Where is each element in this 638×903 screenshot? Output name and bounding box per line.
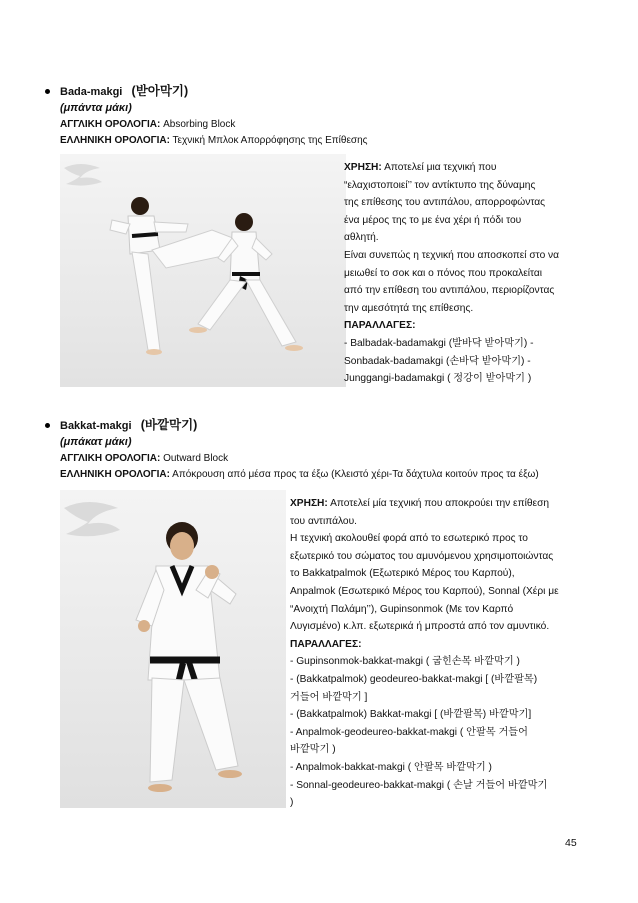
usage-line: από την επίθεση του αντιπάλου, περιορίζοντας (344, 285, 555, 297)
greek-terminology-value: Απόκρουση από μέσα προς τα έξω (Κλειστό χέρι-Τα δάχτυλα κοιτούν προς τα έξω) (169, 469, 539, 480)
variations-label (344, 317, 559, 335)
usage-description (344, 159, 559, 388)
english-terminology (60, 451, 228, 467)
bullet-point (45, 423, 50, 428)
usage-label: ΧΡΗΣΗ: (344, 162, 382, 173)
technique-title (60, 417, 197, 436)
variation-line: - Sonnal-geodeureo-bakkat-makgi ( 손날 거들어 바깥막기 (290, 779, 548, 791)
usage-text: Αποτελεί μία τεχνική που αποκρούει την επίθεση (327, 498, 550, 509)
english-terminology-value: Absorbing Block (160, 119, 236, 130)
usage-line: μειωθεί το σοκ και ο πόνος που προκαλείται (344, 267, 543, 279)
variation-line: 바깥막기 ) (290, 744, 336, 756)
variation-line: Sonbadak-badamakgi (손바닥 받아막기) - (344, 355, 531, 367)
variation-line: - Anpalmok-bakkat-makgi ( 안팔목 바깥막기 ) (290, 761, 492, 773)
usage-line: Η τεχνική ακολουθεί φορά από το εσωτερικό προς το (290, 533, 528, 545)
technique-photo-bakkat-makgi (60, 490, 286, 808)
bullet-point (45, 89, 50, 94)
variation-line: - Anpalmok-geodeureo-bakkat-makgi ( 안팔목 거들어 (290, 726, 528, 738)
greek-terminology (60, 133, 367, 149)
technique-korean-name: (받아막기) (131, 84, 189, 98)
variation-line: - Balbadak-badamakgi (발바닥 받아막기) - (344, 337, 534, 349)
variation-line: - Gupinsonmok-bakkat-makgi ( 굽힌손목 바깥막기 ) (290, 656, 520, 668)
usage-line: του αντιπάλου. (290, 515, 357, 527)
usage-line: Anpalmok (Εσωτερικό Μέρος του Καρπού), Sonnal (Χέρι με (290, 585, 559, 597)
usage-line: την αμεσότητά της επίθεσης. (344, 302, 474, 314)
variation-line: - (Bakkatpalmok) Bakkat-makgi [ (바깥팔목) 바깥막기] (290, 709, 532, 721)
variations-label-text: ΠΑΡΑΛΛΑΓΕΣ: (344, 320, 416, 332)
english-terminology-value: Outward Block (160, 453, 229, 464)
technique-transliteration: (μπάντα μάκι) (60, 102, 132, 114)
usage-line: εξωτερικό του σώματος του αμυνόμενου χρησιμοποιώντας (290, 550, 554, 562)
greek-terminology-value: Τεχνική Μπλοκ Απορρόφησης της Επίθεσης (169, 135, 368, 146)
english-terminology-label: ΑΓΓΛΙΚΗ ΟΡΟΛΟΓΙΑ: (60, 119, 161, 130)
usage-line: αθλητή. (344, 232, 379, 244)
english-terminology-label: ΑΓΓΛΙΚΗ ΟΡΟΛΟΓΙΑ: (60, 453, 161, 464)
usage-line (290, 495, 559, 513)
technique-name: Bakkat-makgi (60, 420, 132, 432)
variation-line: 거들어 바깥막기 ] (290, 691, 368, 703)
usage-description (290, 495, 559, 812)
usage-text: Αποτελεί μια τεχνική που (381, 162, 497, 173)
greek-terminology (60, 467, 539, 483)
technique-title (60, 83, 188, 102)
technique-korean-name: (바깥막기) (140, 418, 198, 432)
photo-illustration (60, 490, 286, 808)
usage-line: Είναι συνεπώς η τεχνική που αποσκοπεί στο να (344, 249, 560, 261)
greek-terminology-label: ΕΛΛΗΝΙΚΗ ΟΡΟΛΟΓΙΑ: (60, 469, 170, 480)
usage-line: Λυγισμένο) κ.λπ. εξωτερικά ή μπροστά από τον αμυντικό. (290, 621, 550, 633)
usage-line: “Ανοιχτή Παλάμη’’), Gupinsonmok (Με τον Καρπό (290, 603, 514, 615)
variation-line: - (Bakkatpalmok) geodeureo-bakkat-makgi [ (바깥팔목) (290, 673, 538, 685)
variation-line: Junggangi-badamakgi ( 정강이 받아막기 ) (344, 373, 532, 385)
technique-transliteration: (μπάκατ μάκι) (60, 436, 132, 448)
greek-terminology-label: ΕΛΛΗΝΙΚΗ ΟΡΟΛΟΓΙΑ: (60, 135, 170, 146)
usage-line: της επίθεσης του αντιπάλου, απορροφώντας (344, 197, 546, 209)
usage-line: ένα μέρος της το με ένα χέρι ή πόδι του (344, 214, 522, 226)
usage-line: το Bakkatpalmok (Εξωτερικό Μέρος του Καρπού), (290, 568, 515, 580)
variations-label-text: ΠΑΡΑΛΛΑΓΕΣ: (290, 638, 362, 650)
technique-photo-bada-makgi (60, 154, 346, 387)
usage-line (344, 159, 559, 177)
variation-line: ) (290, 797, 294, 809)
usage-label: ΧΡΗΣΗ: (290, 498, 328, 509)
photo-illustration (60, 154, 346, 387)
technique-name: Bada-makgi (60, 86, 123, 98)
page-number: 45 (565, 837, 577, 849)
usage-line: “ελαχιστοποιεί’’ τον αντίκτυπο της δύναμης (344, 179, 536, 191)
variations-label (290, 636, 559, 654)
english-terminology (60, 117, 235, 133)
